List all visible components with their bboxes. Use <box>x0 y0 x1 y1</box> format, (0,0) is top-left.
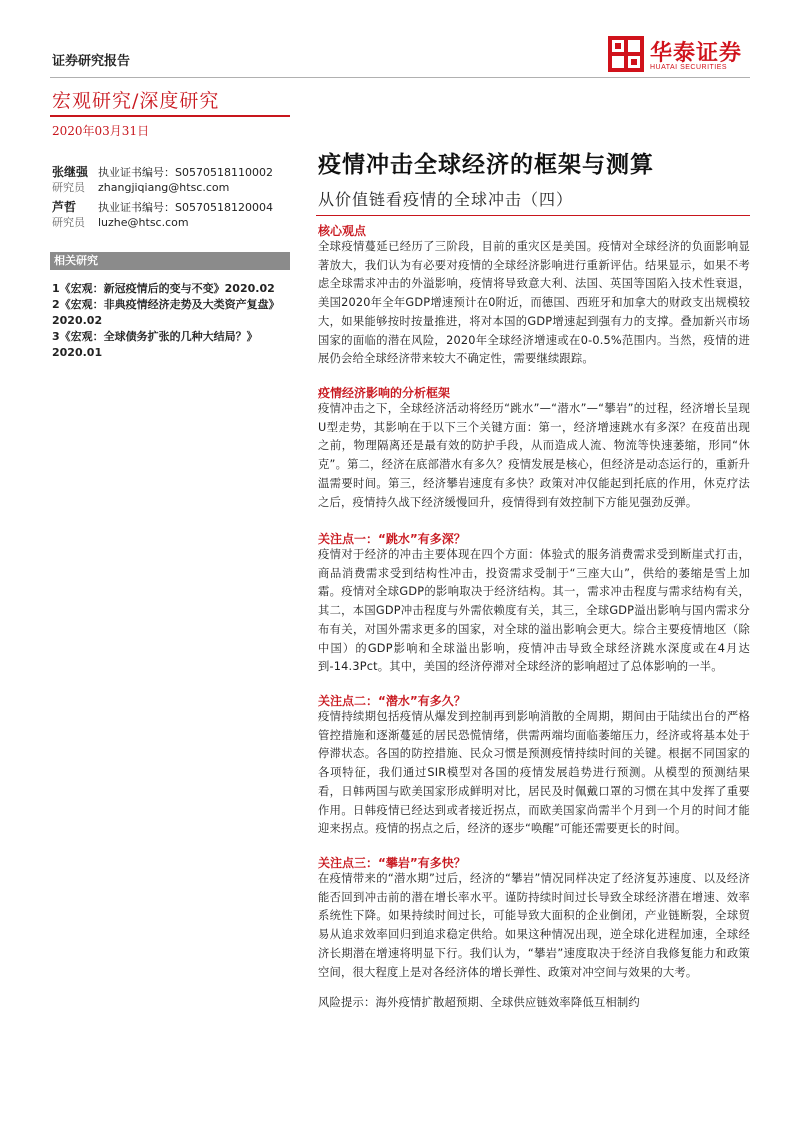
related-research-heading: 相关研究 <box>50 252 290 270</box>
analyst-license: 执业证书编号：S0570518120004 <box>98 201 273 214</box>
section-heading-dive: 关注点一：“跳水”有多深？ <box>318 532 466 546</box>
analyst-email[interactable]: luzhe@htsc.com <box>98 216 189 229</box>
analyst-email[interactable]: zhangjiqiang@htsc.com <box>98 181 230 194</box>
analyst-name: 张继强 <box>52 165 89 179</box>
related-item[interactable]: 1《宏观：新冠疫情后的变与不变》2020.02 <box>52 282 275 295</box>
report-subtitle: 从价值链看疫情的全球冲击（四） <box>318 190 574 209</box>
logo-text-en: HUATAI SECURITIES <box>650 64 728 71</box>
logo-mark-icon <box>608 36 644 72</box>
section-body-submerge: 疫情持续期包括疫情从爆发到控制再到影响消散的全周期，期间由于陆续出台的严格管控措施和逐渐蔓延的居民恐慌情绪，供需两端均面临萎缩压力，经济或将基本处于停滞状态。各国的防控措施、民众习惯是预测疫情持续时间的关键。根据不同国家的各项特征，我们通过SIR模型对各国的疫情发展趋势进行预测。从模型的预测结果看，日韩两国与欧美国家形成鲜明对比，居民及时佩戴口罩的习惯在其中发挥了重要作用。日韩疫情已经达到或者接近拐点，而欧美国家尚需半个月到一个月的时间才能迎来拐点。疫情的拐点之后，经济的逐步“唤醒”可能还需要更长的时间。 <box>318 710 750 836</box>
report-type: 证券研究报告 <box>52 54 131 69</box>
section-body-dive: 疫情对于经济的冲击主要体现在四个方面：体验式的服务消费需求受到断崖式打击，商品消费需求受到结构性冲击，投资需求受制于“三座大山”，供给的萎缩是雪上加霜。疫情对全球GDP的影响取决于经济结构。其一，需求冲击程度与需求结构有关，其二，本国GDP冲击程度与外需依赖度有关，其三，全球GDP溢出影响与国内需求分布有关，对国外需求更多的国家，对全球的溢出影响会更大。综合主要疫情地区（除中国）的GDP影响和全球溢出影响，疫情冲击导致全球经济跳水深度或在4月达到-14.3Pct。其中，美国的经济停滞对全球经济的影响超过了总体影响的一半。 <box>318 548 750 674</box>
section-body-framework: 疫情冲击之下，全球经济活动将经历“跳水”—“潜水”—“攀岩”的过程，经济增长呈现U型走势，其影响在于以下三个关键方面：第一，经济增速跳水有多深？在疫苗出现之前，物理隔离还是最有效的防护手段，从而造成人流、物流等快速萎缩，形同“休克”。第二，经济在底部潜水有多久？疫情发展是核心，但经济是动态运行的，重新升温需要时间。第三，经济攀岩速度有多快？政策对冲仅能起到托底的作用，休克疗法之后，疫情持久战下经济缓慢回升，疫情得到有效控制下方能见强劲反弹。 <box>318 402 750 509</box>
section-heading-climb: 关注点三：“攀岩”有多快？ <box>318 856 466 870</box>
logo-text-cn: 华泰证券 <box>650 41 743 66</box>
report-title: 疫情冲击全球经济的框架与测算 <box>318 152 654 178</box>
header-divider <box>50 77 750 78</box>
analyst-1 <box>52 165 273 195</box>
category-divider <box>50 115 290 117</box>
title-divider <box>316 215 750 216</box>
report-category: 宏观研究/深度研究 <box>52 90 220 112</box>
section-heading-framework: 疫情经济影响的分析框架 <box>318 386 451 400</box>
analyst-role: 研究员 <box>52 216 85 229</box>
analyst-2 <box>52 200 273 230</box>
related-item[interactable]: 3《宏观：全球债务扩张的几种大结局？》2020.01 <box>52 330 258 359</box>
huatai-logo <box>608 36 758 76</box>
analyst-name: 芦哲 <box>52 200 77 214</box>
section-heading-submerge: 关注点二：“潜水”有多久？ <box>318 694 466 708</box>
analyst-role: 研究员 <box>52 181 85 194</box>
analyst-license: 执业证书编号：S0570518110002 <box>98 166 273 179</box>
related-item[interactable]: 2《宏观：非典疫情经济走势及大类资产复盘》2020.02 <box>52 298 280 327</box>
section-body-climb: 在疫情带来的“潜水期”过后，经济的“攀岩”情况同样决定了经济复苏速度、以及经济能否回到冲击前的潜在增长率水平。谨防持续时间过长导致全球经济潜在增速、效率系统性下降。如果持续时间过长，可能导致大面积的企业倒闭，产业链断裂，全球贸易从追求效率回归到追求稳定供给。如果这种情况出现，逆全球化进程加速，全球经济长期潜在增速将明显下行。我们认为，“攀岩”速度取决于经济自我修复能力和政策空间，很大程度上是对各经济体的增长弹性、政策对冲空间与效果的大考。 <box>318 872 750 979</box>
report-date: 2020年03月31日 <box>52 124 150 138</box>
section-heading-core: 核心观点 <box>318 224 367 238</box>
section-body-core: 全球疫情蔓延已经历了三阶段，目前的重灾区是美国。疫情对全球经济的负面影响显著放大，我们认为有必要对疫情的全球经济影响进行重新评估。结果显示，如果不考虑全球需求冲击的外溢影响，疫情将导致意大利、法国、英国等国陷入技术性衰退，美国2020年全年GDP增速预计在0附近，而德国、西班牙和加拿大的财政支出规模较大，如果能够按时按量推进，将对本国的GDP增速起到强有力的支撑。叠加新兴市场国家的面临的潜在风险，2020年全球经济增速或在0-0.5%范围内。当然，疫情的进展仍会给全球经济带来较大不确定性，需要继续跟踪。 <box>318 240 750 366</box>
risk-warning: 风险提示：海外疫情扩散超预期、全球供应链效率降低互相制约 <box>318 996 640 1009</box>
